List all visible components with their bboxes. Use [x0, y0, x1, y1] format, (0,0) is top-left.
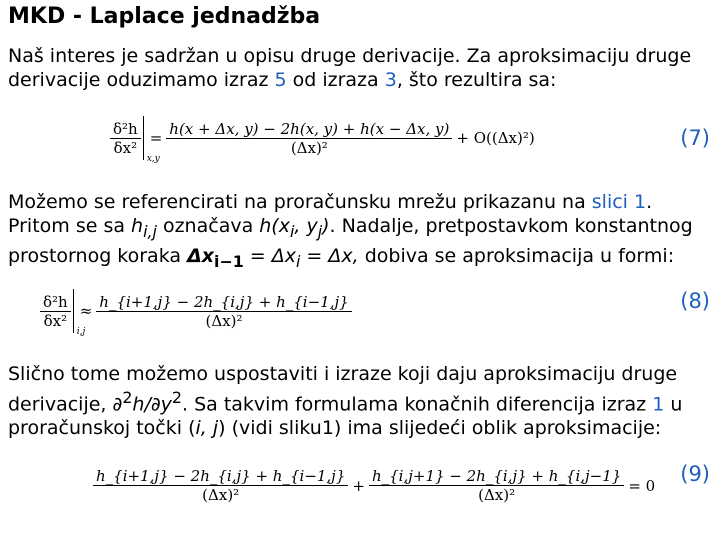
lhs-numerator: δ²h [43, 292, 68, 311]
text: Slično tome možemo uspostaviti i izraze koji daju aproksimaciju druge derivacije, [8, 363, 678, 416]
text: u proračunskoj točki ( [8, 393, 683, 440]
text: . Pritom se sa [8, 191, 653, 237]
math-symbol: i, j [195, 417, 219, 440]
evaluation-bar [143, 116, 160, 164]
equation-reference: 5 [274, 69, 287, 91]
math-subscript: i [295, 251, 301, 271]
equation-numerator: h(x + Δx, y) − 2h(x, y) + h(x − Δx, y) [169, 119, 450, 138]
figure-reference: slici 1 [591, 191, 647, 213]
equation-rhs: = 0 [628, 476, 656, 495]
lhs-numerator: δ²h [113, 119, 138, 138]
equation-numerator: h_{i+1,j} − 2h_{i,j} + h_{i−1,j} [99, 292, 349, 311]
paragraph-grid [8, 190, 714, 274]
math-symbol: ∂ [112, 393, 123, 416]
text: . Sa takvim formulama konačnih diferencija izraz [182, 393, 653, 416]
equation-number-8: (8) [680, 289, 710, 313]
math-symbol: ) [322, 215, 330, 237]
text: ) (vidi sliku1) ima slijedeći oblik aproksimacije: [218, 417, 662, 440]
evaluation-point: i,j [76, 327, 86, 337]
math-symbol: Δx [187, 244, 215, 267]
equation-number-7: (7) [680, 126, 710, 150]
text: , što rezultira sa: [396, 69, 557, 91]
lhs-denominator: δx² [40, 311, 71, 330]
paragraph-intro [8, 44, 714, 92]
slide-title: MKD - Laplace jednadžba [8, 4, 321, 29]
math-subscript: i [289, 221, 295, 241]
equation-reference: 1 [652, 393, 665, 416]
math-symbol: = Δx, [300, 244, 359, 267]
text: . Nadalje, pretpostavkom konstantnog prostornog koraka [8, 215, 693, 267]
error-term: + O((Δx)²) [456, 129, 535, 147]
text: označava [156, 215, 260, 237]
equation-9 [93, 467, 659, 504]
equation-7: $\frac{\text{δ²h}}{\text{δx²}}$ x,y = $\frac{h(x + \Delta x, y) - 2h(x, y) + h(x - \Delta x, y)}{\text{(Δx)²}}$ + O((Δx)²) [110, 116, 539, 160]
lhs-denominator: δx² [110, 138, 141, 157]
math-superscript: 2 [171, 388, 182, 407]
equation-8 [40, 289, 352, 337]
equation-denominator: (Δx)² [93, 485, 348, 504]
text: Naš interes je sadržan u opisu druge derivacije. Za aproksimaciju druge derivacije oduzimamo izraz [8, 45, 692, 91]
math-symbol: , y [294, 215, 318, 237]
text: Možemo se referencirati na proračunsku mrežu prikazanu na [8, 191, 592, 213]
math-symbol: = Δx [243, 244, 296, 267]
text: od izraza [286, 69, 385, 91]
evaluation-point: x,y [146, 154, 160, 164]
math-subscript: j [317, 221, 323, 241]
equation-denominator: (Δx)² [166, 138, 452, 157]
equation-denominator: (Δx)² [369, 485, 624, 504]
equation-numerator: h_{i+1,j} − 2h_{i,j} + h_{i−1,j} [96, 467, 346, 485]
plus-sign: + [352, 476, 365, 495]
evaluation-bar [73, 289, 86, 337]
math-subscript: i,j [143, 221, 157, 241]
approx-sign: ≈ [79, 302, 93, 320]
math-symbol: h(x [259, 215, 290, 237]
math-symbol: h [131, 215, 144, 237]
math-subscript: i−1 [214, 251, 244, 271]
equation-number-9: (9) [680, 462, 710, 486]
text: dobiva se aproksimacija u formi: [358, 244, 675, 267]
equation-reference: 3 [384, 69, 397, 91]
math-superscript: 2 [122, 388, 133, 407]
equation-numerator: h_{i,j+1} − 2h_{i,j} + h_{i,j−1} [371, 467, 622, 485]
equation-denominator: (Δx)² [96, 311, 351, 330]
math-symbol: h/∂y [132, 393, 172, 416]
paragraph-second-derivative [8, 362, 714, 440]
